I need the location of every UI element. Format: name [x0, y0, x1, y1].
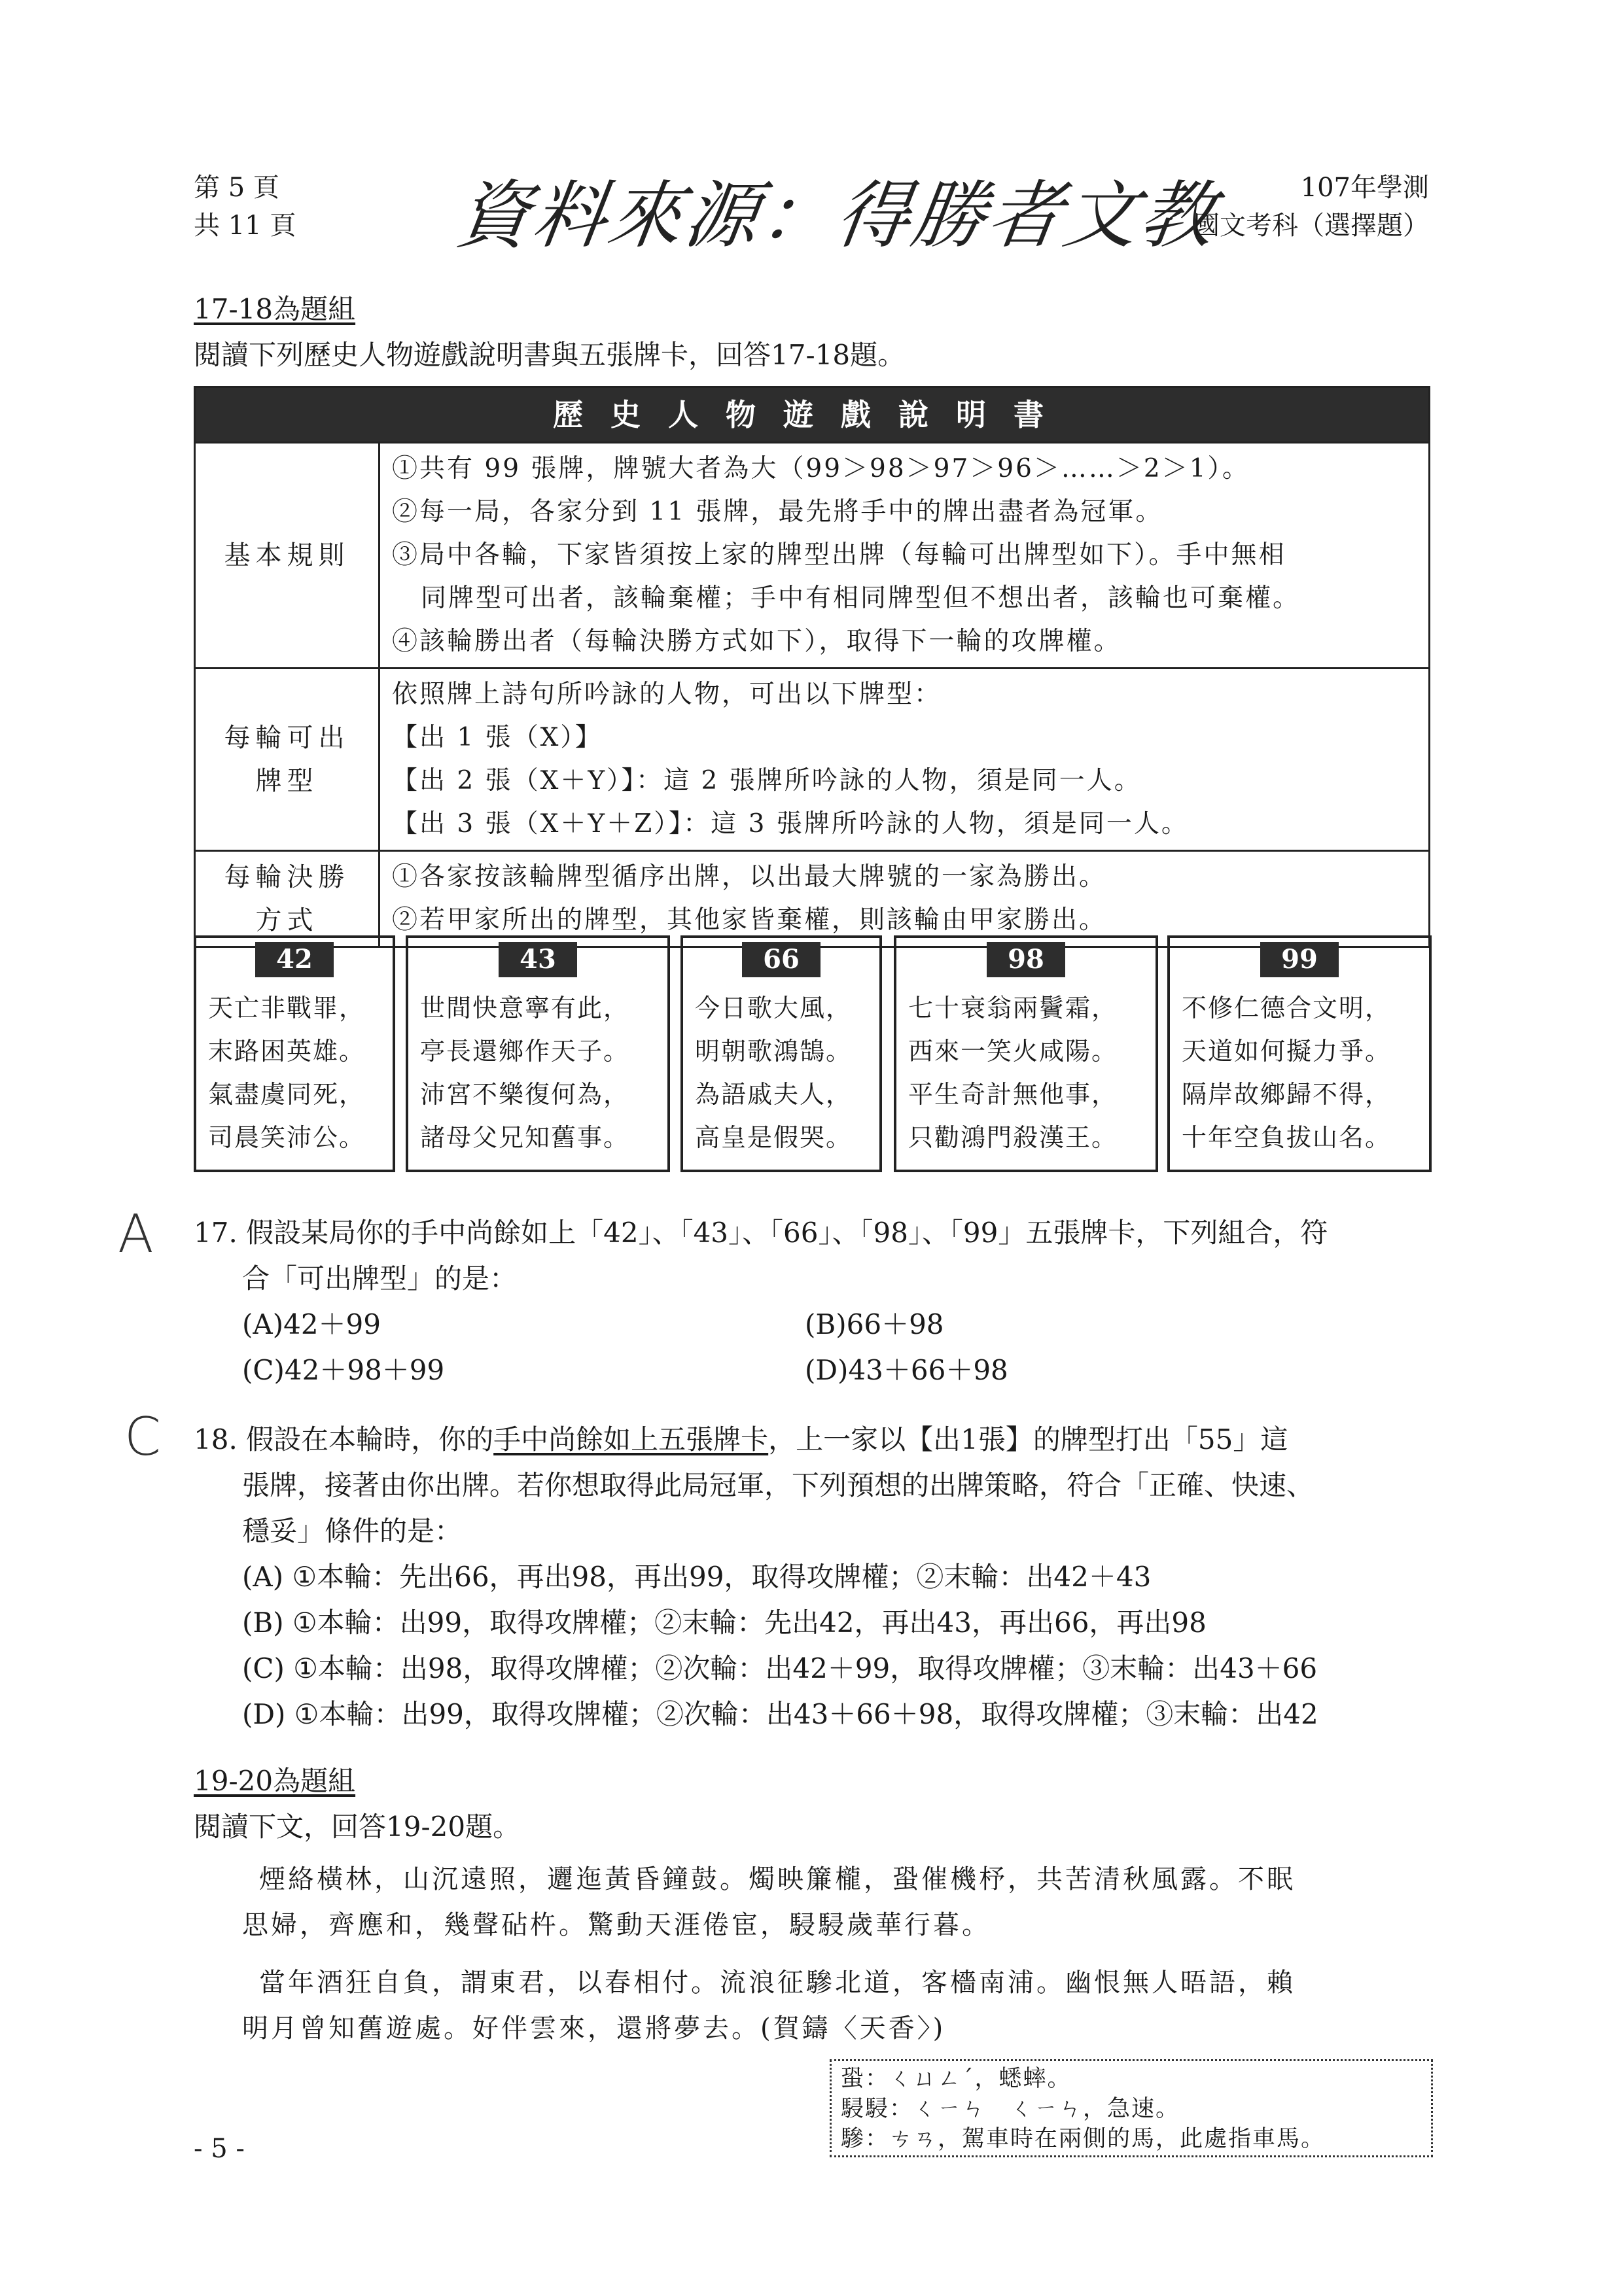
option-17-d: (D)43＋66＋98 [805, 1354, 1008, 1386]
exam-subject: 國文考科（選擇題） [1193, 211, 1429, 241]
card-43 [406, 935, 670, 1172]
card-verse-line: 天亡非戰罪， [208, 994, 366, 1022]
rules-label-line: 每輪可出 [224, 723, 350, 753]
passage-line: 當年酒狂自負，謂東君，以春相付。流浪征驂北道，客檣南浦。幽恨無人晤語，賴 [259, 1968, 1296, 1998]
rules-row-content [380, 444, 1428, 667]
rules-row-basic [196, 442, 1428, 667]
option-18-a: (A) ①本輪：先出66，再出98，再出99，取得攻牌權；②末輪：出42＋43 [242, 1561, 1152, 1593]
card-verse-line: 諸母父兄知舊事。 [420, 1123, 630, 1152]
handwritten-source-note: 資料來源：得勝者文教 [451, 173, 1222, 258]
card-number: 42 [255, 942, 334, 977]
passage-paragraph-2 [194, 1960, 1430, 2051]
card-verse-line: 只勸鴻門殺漢王。 [908, 1123, 1118, 1152]
card-verse-line: 明朝歌鴻鵠。 [695, 1037, 853, 1066]
rule-line: 【出 3 張（X＋Y＋Z）】：這 3 張牌所吟詠的人物，須是同一人。 [392, 809, 1189, 839]
card-66 [680, 935, 882, 1172]
rules-label-line: 每輪決勝 [224, 862, 350, 892]
rules-row-content [380, 852, 1428, 946]
total-pages-line: 共 11 頁 [194, 211, 296, 241]
rule-line: 依照牌上詩句所吟詠的人物，可出以下牌型： [392, 680, 942, 709]
card-number: 66 [742, 942, 821, 977]
option-18-c: (C) ①本輪：出98，取得攻牌權；②次輪：出42＋99，取得攻牌權；③末輪：出43＋66 [242, 1652, 1318, 1684]
rule-line: ④該輪勝出者（每輪決勝方式如下），取得下一輪的攻牌權。 [392, 627, 1121, 656]
card-verse-line: 七十衰翁兩鬢霜， [908, 994, 1118, 1022]
stem-underlined-text: 手中尚餘如上五張牌卡 [493, 1423, 769, 1455]
question-stem-line: 穩妥」條件的是： [242, 1515, 463, 1547]
card-verse-line: 沛宮不樂復何為， [420, 1080, 630, 1109]
rule-line: ①共有 99 張牌，牌號大者為大（99＞98＞97＞96＞……＞2＞1）。 [392, 454, 1250, 483]
question-stem-line: 張牌，接著由你出牌。若你想取得此局冠軍，下列預想的出牌策略，符合「正確、快速、 [242, 1469, 1315, 1501]
group-heading-17-18: 17-18為題組 [194, 293, 356, 325]
card-verse-line: 高皇是假哭。 [695, 1123, 853, 1152]
card-verse-line: 氣盡虞同死， [208, 1080, 366, 1109]
question-18 [194, 1417, 1437, 1554]
rule-line: 【出 2 張（X＋Y）】：這 2 張牌所吟詠的人物，須是同一人。 [392, 766, 1142, 795]
card-verse-line: 世間快意寧有此， [420, 994, 630, 1022]
rules-row-label [196, 669, 380, 850]
option-17-c: (C)42＋98＋99 [242, 1354, 445, 1386]
card-verse-line: 隔岸故鄉歸不得， [1182, 1080, 1392, 1109]
group-intro-17-18: 閱讀下列歷史人物遊戲說明書與五張牌卡，回答17-18題。 [194, 339, 906, 371]
card-98 [894, 935, 1158, 1172]
rules-row-label [196, 852, 380, 946]
page-number-line: 第 5 頁 [194, 173, 279, 203]
rules-label-line: 基本規則 [224, 540, 350, 570]
rule-line: ③局中各輪，下家皆須按上家的牌型出牌（每輪可出牌型如下）。手中無相 [392, 540, 1286, 570]
handwritten-answer-18: C [124, 1406, 161, 1467]
note-line: 驂：ㄘㄢ，駕車時在兩側的馬，此處指車馬。 [841, 2126, 1326, 2152]
passage-line: 明月曾知舊遊處。好伴雲來，還將夢去。(賀鑄〈天香〉) [242, 2013, 946, 2044]
passage-paragraph-1 [194, 1856, 1430, 1948]
page-footer-number: - 5 - [194, 2134, 245, 2164]
group-intro-19-20: 閱讀下文，回答19-20題。 [194, 1811, 521, 1843]
rule-line: ①各家按該輪牌型循序出牌，以出最大牌號的一家為勝出。 [392, 862, 1107, 892]
card-verse-line: 平生奇計無他事， [908, 1080, 1118, 1109]
card-42 [194, 935, 395, 1172]
note-line: 駸駸：ㄑㄧㄣ ㄑㄧㄣ，急速。 [841, 2096, 1180, 2122]
rules-title: 歷史人物遊戲說明書 [196, 388, 1428, 442]
option-18-d: (D) ①本輪：出99，取得攻牌權；②次輪：出43＋66＋98，取得攻牌權；③末輪：出42 [242, 1698, 1318, 1730]
exam-year: 107年學測 [1300, 173, 1429, 203]
card-verse-line: 司晨笑沛公。 [208, 1123, 366, 1152]
card-verse-line: 為語戚夫人， [695, 1080, 853, 1109]
note-line: 蛩：ㄑㄩㄥˊ，蟋蟀。 [841, 2066, 1072, 2092]
page-info [194, 169, 296, 245]
card-number: 99 [1260, 942, 1339, 977]
card-verse-line: 今日歌大風， [695, 994, 853, 1022]
rules-row-content [380, 669, 1428, 850]
question-stem-line: 合「可出牌型」的是： [242, 1262, 518, 1295]
option-17-a: (A)42＋99 [242, 1308, 381, 1340]
rule-line: 同牌型可出者，該輪棄權；手中有相同牌型但不想出者，該輪也可棄權。 [421, 583, 1301, 613]
stem-text: ，上一家以【出1張】的牌型打出「55」這 [768, 1423, 1288, 1455]
passage-line: 煙絡橫林，山沉遠照，邐迤黃昏鐘鼓。燭映簾櫳，蛩催機杼，共苦清秋風露。不眠 [259, 1864, 1296, 1894]
card-number: 98 [987, 942, 1065, 977]
rules-label-line: 方式 [255, 905, 319, 935]
rule-line: 【出 1 張（X）】 [392, 723, 603, 752]
exam-info [1193, 169, 1429, 245]
question-stem-line: 17. 假設某局你的手中尚餘如上「42」、「43」、「66」、「98」、「99」五張牌卡，下列組合，符 [194, 1217, 1328, 1249]
card-number: 43 [499, 942, 577, 977]
rules-row-label [196, 444, 380, 667]
card-verse-line: 西來一笑火咸陽。 [908, 1037, 1118, 1066]
passage-line: 思婦，齊應和，幾聲砧杵。驚動天涯倦宦，駸駸歲華行暮。 [242, 1910, 991, 1940]
rules-row-winning [196, 850, 1428, 946]
card-verse-line: 末路困英雄。 [208, 1037, 366, 1066]
stem-text: 18. 假設在本輪時，你的 [194, 1423, 494, 1455]
rules-row-card-types [196, 667, 1428, 850]
rules-label-line: 牌型 [255, 766, 319, 796]
game-rules-table [194, 386, 1430, 948]
group-heading-19-20: 19-20為題組 [194, 1765, 356, 1797]
rule-line: ②每一局，各家分到 11 張牌，最先將手中的牌出盡者為冠軍。 [392, 497, 1163, 527]
option-18-b: (B) ①本輪：出99，取得攻牌權；②末輪：先出42，再出43，再出66，再出98 [242, 1607, 1207, 1639]
card-verse-line: 天道如何擬力爭。 [1182, 1037, 1392, 1066]
option-17-b: (B)66＋98 [805, 1308, 944, 1340]
rule-line: ②若甲家所出的牌型，其他家皆棄權，則該輪由甲家勝出。 [392, 905, 1107, 935]
question-17 [194, 1210, 1437, 1302]
card-verse-line: 亭長還鄉作天子。 [420, 1037, 630, 1066]
question-stem-line [194, 1417, 1437, 1463]
card-verse-line: 不修仁德合文明， [1182, 994, 1392, 1022]
glossary-notes-box [830, 2059, 1433, 2157]
handwritten-answer-17: A [118, 1204, 154, 1264]
card-verse-line: 十年空負拔山名。 [1182, 1123, 1392, 1152]
card-99 [1167, 935, 1432, 1172]
